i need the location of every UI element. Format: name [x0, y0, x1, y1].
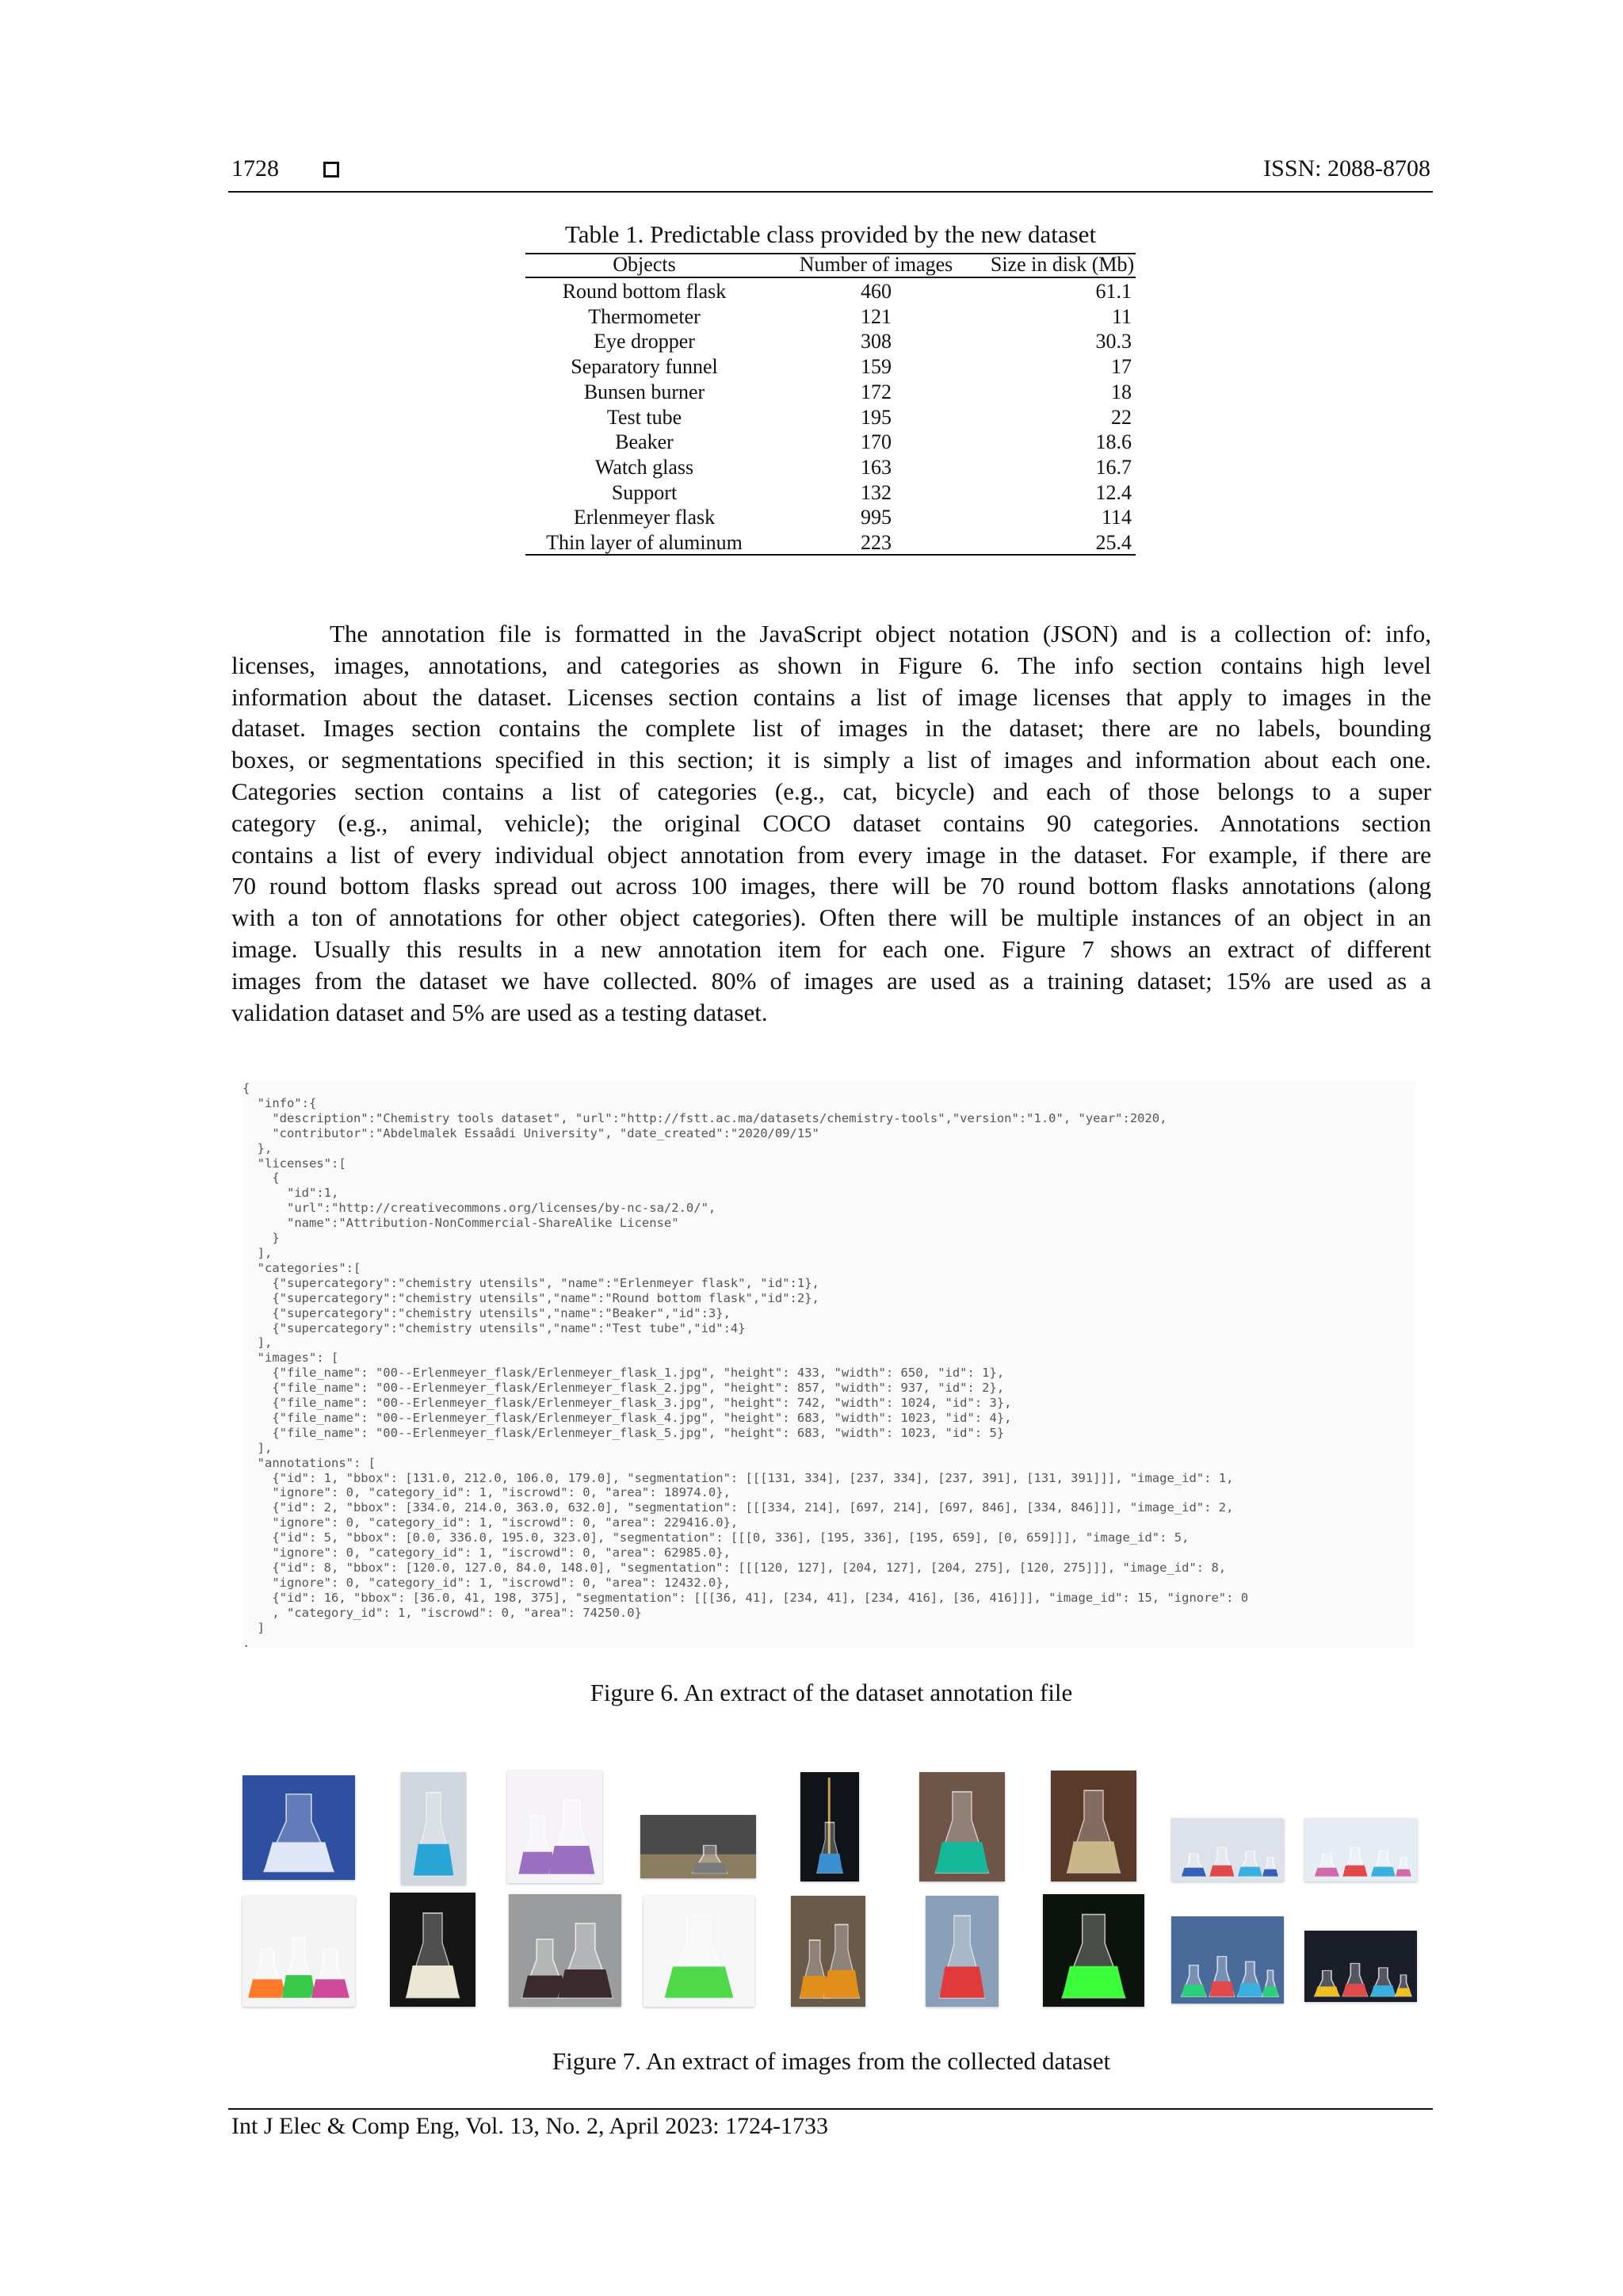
lab-glassware-image: [791, 1896, 865, 2007]
paragraph-line: category (e.g., animal, vehicle); the original COCO dataset contains 90 categories. Annotations section: [231, 808, 1431, 837]
code-line: "name":"Attribution-NonCommercial-ShareAlike License": [242, 1216, 679, 1231]
code-line: {"file_name": "00--Erlenmeyer_flask/Erlenmeyer_flask_2.jpg", "height": 857, "width": 937, "id": 2},: [242, 1381, 1005, 1396]
dataset-thumbnail: [791, 1896, 865, 2007]
code-line: {"supercategory":"chemistry utensils","name":"Round bottom flask","id":2},: [242, 1290, 819, 1305]
code-line: "ignore": 0, "category_id": 1, "iscrowd": 0, "area": 12432.0},: [242, 1575, 731, 1590]
lab-glassware-image: [242, 1775, 355, 1880]
lab-glassware-image: [242, 1896, 355, 2007]
paragraph-line: contains a list of every individual object annotation from every image in the dataset. For example, if there are: [231, 840, 1431, 869]
code-line: "info":{: [242, 1095, 317, 1110]
footer-citation: Int J Elec & Comp Eng, Vol. 13, No. 2, April 2023: 1724-1733: [231, 2113, 829, 2139]
lab-glassware-image: [1304, 1931, 1417, 2002]
column-header-size-in-disk: Size in disk (Mb): [990, 253, 1135, 276]
cell-object: Test tube: [606, 405, 682, 429]
cell-size-in-disk: 12.4: [1095, 480, 1132, 504]
cell-size-in-disk: 16.7: [1095, 455, 1132, 479]
code-line: "contributor":"Abdelmalek Essaâdi University", "date_created":"2020/09/15": [242, 1125, 819, 1140]
code-line: {"file_name": "00--Erlenmeyer_flask/Erlenmeyer_flask_4.jpg", "height": 683, "width": 1023, "id": 4},: [242, 1410, 1012, 1425]
code-line: "licenses":[: [242, 1156, 346, 1171]
cell-size-in-disk: 17: [1111, 355, 1132, 379]
code-line: "categories":[: [242, 1260, 361, 1275]
dataset-thumbnail: [390, 1893, 475, 2007]
cell-number-of-images: 172: [861, 380, 892, 403]
cell-number-of-images: 223: [861, 531, 892, 554]
table-row: [525, 455, 1136, 479]
cell-object: Bunsen burner: [583, 380, 705, 403]
lab-glassware-image: [1171, 1818, 1284, 1881]
cell-object: Thermometer: [588, 304, 701, 328]
lab-glassware-image: [509, 1894, 621, 2007]
cell-size-in-disk: 11: [1111, 304, 1132, 328]
lab-glassware-image: [643, 1896, 754, 2007]
checkbox-square-icon: [323, 162, 339, 178]
issn: ISSN: 2088-8708: [1263, 155, 1430, 181]
paragraph-line: image. Usually this results in a new annotation item for each one. Figure 7 shows an extract of different: [231, 934, 1431, 963]
dataset-thumbnail: [1304, 1818, 1417, 1881]
dataset-thumbnail: [643, 1896, 754, 2007]
cell-number-of-images: 995: [861, 506, 892, 529]
code-line: {"id": 16, "bbox": [36.0, 41, 198, 375], "segmentation": [[[36, 41], [234, 41], [234, 416], [36, 416]]], "image_id": 15, "ignore": 0: [242, 1590, 1249, 1605]
cell-number-of-images: 195: [861, 405, 892, 429]
table-row: [525, 430, 1136, 454]
table-row: [525, 505, 1136, 529]
table-caption: Table 1. Predictable class provided by the new dataset: [564, 220, 1097, 248]
paragraph-line: 70 round bottom flasks spread out across 100 images, there will be 70 round bottom flasks annotations (along: [231, 872, 1431, 900]
dataset-thumbnail: [401, 1772, 466, 1885]
code-line: "images": [: [242, 1350, 339, 1366]
code-line: {"id": 2, "bbox": [334.0, 214.0, 363.0, 632.0], "segmentation": [[[334, 214], [697, 214], [697, 846], [334, 846]]], "image_id": 2,: [242, 1500, 1234, 1515]
dataset-thumbnail: [640, 1815, 756, 1878]
table-row: [525, 530, 1136, 555]
column-header-number-of-images: Number of images: [799, 253, 953, 276]
code-line: }: [242, 1231, 280, 1246]
code-line: {"file_name": "00--Erlenmeyer_flask/Erlenmeyer_flask_1.jpg", "height": 433, "width": 650, "id": 1},: [242, 1366, 1005, 1381]
code-line: ],: [242, 1335, 273, 1350]
cell-object: Eye dropper: [594, 330, 695, 353]
code-line: .: [242, 1635, 250, 1650]
code-line: {"id": 5, "bbox": [0.0, 336.0, 195.0, 323.0], "segmentation": [[[0, 336], [195, 336], [195, 659], [0, 659]]], "image_id": 5,: [242, 1530, 1190, 1545]
dataset-thumbnail: [1304, 1931, 1417, 2002]
code-line: {"supercategory":"chemistry utensils","name":"Beaker","id":3},: [242, 1305, 731, 1320]
code-line: "ignore": 0, "category_id": 1, "iscrowd": 0, "area": 62985.0},: [242, 1545, 731, 1561]
lab-glassware-image: [1171, 1916, 1284, 2004]
cell-number-of-images: 308: [861, 330, 892, 353]
lab-glassware-image: [640, 1815, 756, 1878]
body-paragraph: [231, 618, 1431, 1028]
cell-size-in-disk: 25.4: [1095, 531, 1132, 554]
code-line: "id":1,: [242, 1186, 339, 1201]
column-header-objects: Objects: [613, 253, 676, 276]
paragraph-line: dataset. Images section contains the complete list of images in the dataset; there are no labels, bounding: [231, 714, 1431, 743]
dataset-thumbnail: [926, 1896, 999, 2007]
table-row: [525, 329, 1136, 353]
code-line: ]: [242, 1620, 265, 1635]
dataset-thumbnail: [1171, 1916, 1284, 2004]
dataset-thumbnail: [1171, 1818, 1284, 1881]
code-line: },: [242, 1140, 273, 1156]
cell-size-in-disk: 18: [1111, 380, 1132, 403]
json-code-extract: [242, 1081, 1415, 1648]
cell-object: Round bottom flask: [562, 280, 727, 303]
lab-glassware-image: [800, 1772, 859, 1881]
code-line: "ignore": 0, "category_id": 1, "iscrowd": 0, "area": 229416.0},: [242, 1515, 739, 1530]
table-row: [525, 279, 1136, 304]
table-row: [525, 354, 1136, 379]
dataset-thumbnail: [242, 1775, 355, 1880]
cell-object: Beaker: [615, 430, 674, 454]
lab-glassware-image: [1304, 1818, 1417, 1881]
cell-object: Erlenmeyer flask: [573, 506, 716, 529]
dataset-thumbnail: [800, 1772, 859, 1881]
cell-object: Thin layer of aluminum: [546, 531, 743, 554]
paragraph-line: validation dataset and 5% are used as a testing dataset.: [231, 998, 768, 1026]
table-row: [525, 304, 1136, 329]
lab-glassware-image: [401, 1772, 466, 1885]
table-row: [525, 405, 1136, 430]
dataset-thumbnail: [919, 1772, 1005, 1881]
paragraph-line: information about the dataset. Licenses section contains a list of image licenses that apply to images in the: [231, 682, 1431, 711]
table-row: [525, 480, 1136, 505]
code-line: {"supercategory":"chemistry utensils","name":"Test tube","id":4}: [242, 1320, 746, 1335]
cell-number-of-images: 163: [861, 455, 892, 479]
dataset-thumbnail: [509, 1894, 621, 2007]
lab-glassware-image: [1043, 1894, 1144, 2007]
header-divider: [228, 191, 1433, 193]
cell-number-of-images: 121: [861, 304, 892, 328]
cell-number-of-images: 170: [861, 430, 892, 454]
cell-size-in-disk: 22: [1111, 405, 1132, 429]
figure-6-caption: Figure 6. An extract of the dataset annotation file: [590, 1679, 1073, 1706]
code-line: {: [242, 1171, 280, 1186]
cell-number-of-images: 132: [861, 480, 892, 504]
lab-glassware-image: [926, 1896, 999, 2007]
table-bottom-rule: [525, 554, 1136, 556]
table-header-rule: [525, 277, 1136, 278]
code-line: "annotations": [: [242, 1455, 376, 1470]
code-line: "description":"Chemistry tools dataset", "url":"http://fstt.ac.ma/datasets/chemistry-tools","version":"1.0", "year":2020,: [242, 1110, 1167, 1125]
code-line: {: [242, 1081, 250, 1095]
code-line: , "category_id": 1, "iscrowd": 0, "area": 74250.0}: [242, 1605, 642, 1620]
paragraph-line: Categories section contains a list of categories (e.g., cat, bicycle) and each of those belongs to a super: [231, 777, 1431, 805]
cell-size-in-disk: 61.1: [1095, 280, 1132, 303]
cell-object: Separatory funnel: [571, 355, 718, 379]
paragraph-line: with a ton of annotations for other object categories). Often there will be multiple instances of an object in an: [231, 904, 1431, 932]
lab-glassware-image: [390, 1893, 475, 2007]
cell-size-in-disk: 18.6: [1095, 430, 1132, 454]
table-header-row: [525, 252, 1136, 277]
paragraph-line: boxes, or segmentations specified in this section; it is simply a list of images and information about each one.: [231, 746, 1431, 774]
code-line: ],: [242, 1245, 273, 1260]
footer-divider: [228, 2108, 1433, 2110]
cell-size-in-disk: 114: [1101, 506, 1132, 529]
dataset-thumbnail: [242, 1896, 355, 2007]
cell-number-of-images: 159: [861, 355, 892, 379]
code-line: {"file_name": "00--Erlenmeyer_flask/Erlenmeyer_flask_3.jpg", "height": 742, "width": 1024, "id": 3},: [242, 1396, 1012, 1411]
code-line: "ignore": 0, "category_id": 1, "iscrowd": 0, "area": 18974.0},: [242, 1485, 731, 1500]
code-line: {"id": 1, "bbox": [131.0, 212.0, 106.0, 179.0], "segmentation": [[[131, 334], [237, 334], [237, 391], [131, 391]]], "image_id": 1,: [242, 1470, 1234, 1485]
cell-object: Watch glass: [594, 455, 694, 479]
lab-glassware-image: [1051, 1771, 1136, 1881]
figure-7-caption: Figure 7. An extract of images from the collected dataset: [552, 2047, 1111, 2075]
page-number: 1728: [231, 155, 279, 181]
dataset-thumbnail: [507, 1771, 602, 1883]
dataset-thumbnail: [1043, 1894, 1144, 2007]
dataset-thumbnail: [1051, 1771, 1136, 1881]
lab-glassware-image: [919, 1772, 1005, 1881]
code-line: {"file_name": "00--Erlenmeyer_flask/Erlenmeyer_flask_5.jpg", "height": 683, "width": 1023, "id": 5}: [242, 1425, 1005, 1440]
lab-glassware-image: [507, 1771, 602, 1883]
cell-object: Support: [611, 480, 678, 504]
paragraph-line: images from the dataset we have collected. 80% of images are used as a training dataset; 15% are used as a: [231, 966, 1431, 995]
paragraph-line: The annotation file is formatted in the JavaScript object notation (JSON) and is a collection of: info,: [330, 620, 1431, 648]
table-row: [525, 380, 1136, 404]
code-line: ],: [242, 1440, 273, 1455]
code-line: {"supercategory":"chemistry utensils", "name":"Erlenmeyer flask", "id":1},: [242, 1275, 819, 1290]
code-line: {"id": 8, "bbox": [120.0, 127.0, 84.0, 148.0], "segmentation": [[[120, 127], [204, 127], [204, 275], [120, 275]]], "image_id": 8,: [242, 1561, 1227, 1575]
cell-number-of-images: 460: [861, 280, 892, 303]
paragraph-line: licenses, images, annotations, and categories as shown in Figure 6. The info section contains high level: [231, 651, 1431, 679]
code-line: "url":"http://creativecommons.org/licenses/by-nc-sa/2.0/",: [242, 1201, 716, 1216]
cell-size-in-disk: 30.3: [1095, 330, 1132, 353]
